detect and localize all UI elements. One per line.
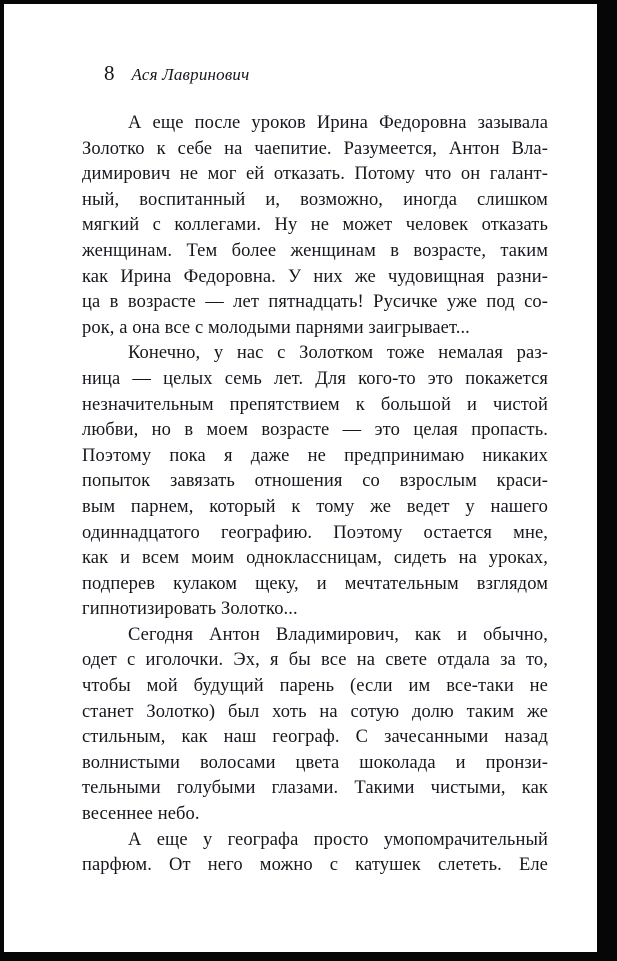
text-line: гипнотизировать Золотко... (82, 599, 298, 620)
running-title: Ася Лавринович (131, 65, 250, 84)
text-line: стильным, как наш географ. С зачесанными назад (82, 727, 548, 748)
text-line: Золотко к себе на чаепитие. Разумеется, Антон Вла- (82, 138, 548, 159)
text-line: как и всем моим одноклассницам, сидеть на уроках, (82, 548, 548, 569)
text-line: А еще после уроков Ирина Федоровна зазывала (128, 113, 548, 133)
text-line: Поэтому пока я даже не предпринимаю никаких (82, 445, 548, 466)
text-line: парфюм. От него можно с катушек слететь. Еле (82, 855, 548, 876)
text-line: тельными голубыми глазами. Такими чистыми, как (82, 778, 548, 799)
body-text (82, 111, 548, 879)
text-line: одет с иголочки. Эх, я бы все на свете отдала за то, (82, 650, 548, 671)
text-line: как Ирина Федоровна. У них же чудовищная разни- (82, 266, 548, 287)
text-line: ца в возрасте — лет пятнадцать! Русичке уже под со- (82, 292, 548, 313)
book-page (4, 4, 597, 952)
text-line: волнистыми волосами цвета шоколада и пронзи- (82, 752, 548, 773)
text-line: димирович не мог ей отказать. Потому что он галант- (82, 164, 548, 185)
page-number: 8 (104, 61, 115, 85)
text-line: мягкий с коллегами. Ну не может человек отказать (82, 215, 548, 236)
text-line: одиннадцатого географию. Поэтому остается мне, (82, 522, 548, 543)
text-line: любви, но в моем возрасте — это целая пропасть. (82, 420, 548, 441)
text-line: вым парнем, который к тому же ведет у нашего (82, 496, 548, 517)
text-line: ница — целых семь лет. Для кого-то это покажется (82, 368, 548, 389)
text-line: подперев кулаком щеку, и мечтательным взглядом (82, 573, 548, 594)
text-line: рок, а она все с молодыми парнями заигрывает... (82, 317, 470, 338)
text-line: чтобы мой будущий парень (если им все-таки не (82, 676, 548, 697)
text-line: Сегодня Антон Владимирович, как и обычно, (128, 624, 548, 645)
running-header (104, 60, 249, 86)
text-line: ный, воспитанный и, возможно, иногда слишком (82, 189, 548, 210)
text-line: попыток завязать отношения со взрослым краси- (82, 471, 548, 492)
text-line: женщинам. Тем более женщинам в возрасте, таким (82, 240, 548, 261)
text-line: незначительным препятствием к большой и чистой (82, 394, 548, 415)
text-line: Конечно, у нас с Золотком тоже немалая раз- (128, 343, 548, 364)
text-line: А еще у географа просто умопомрачительный (128, 829, 548, 850)
text-line: станет Золотко) был хоть на сотую долю таким же (82, 701, 548, 722)
text-line: весеннее небо. (82, 804, 200, 825)
